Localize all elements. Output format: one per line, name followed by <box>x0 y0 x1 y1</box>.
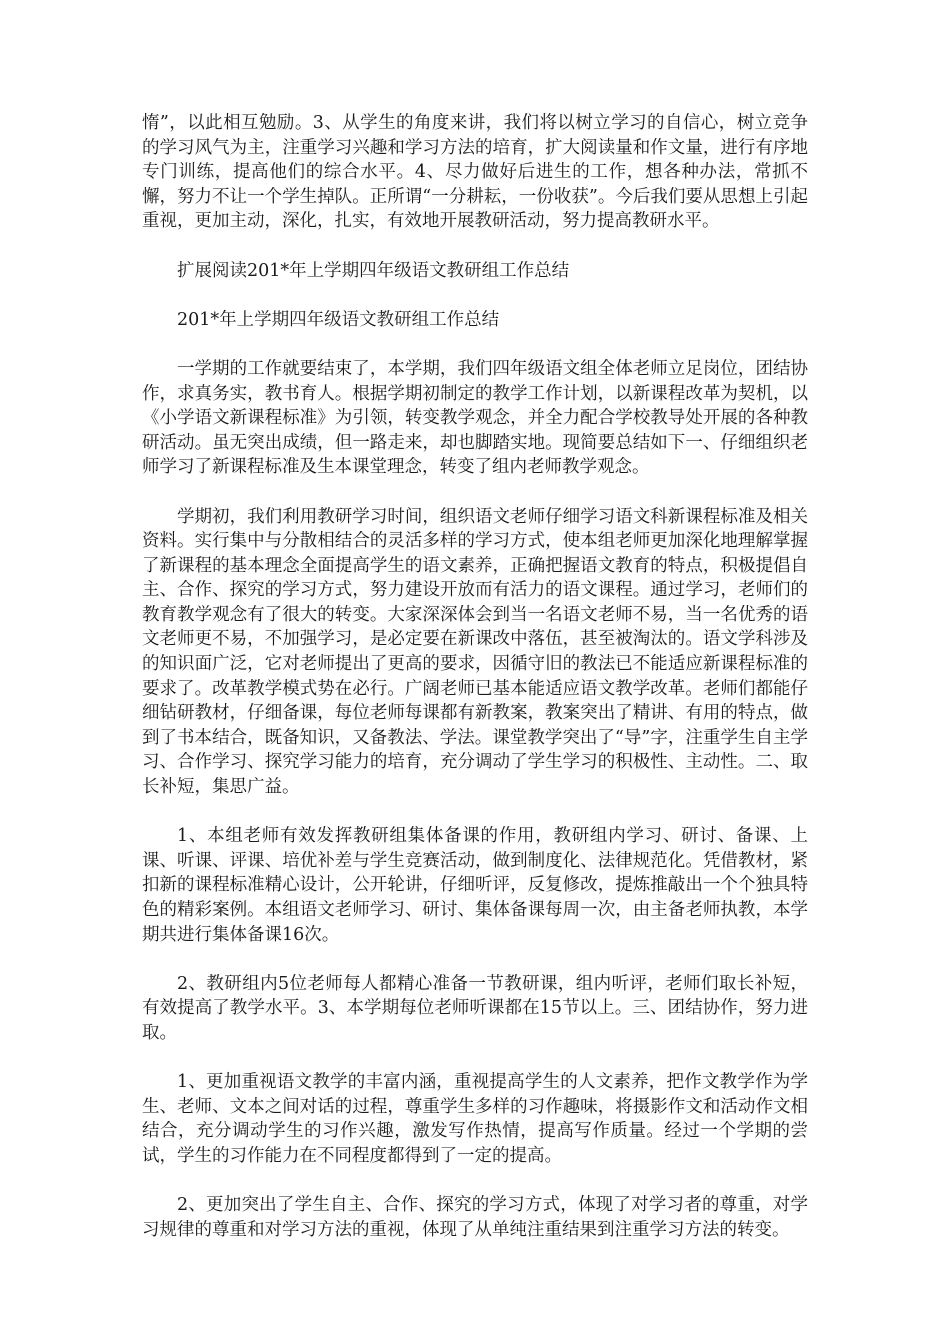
paragraph-continuation: 惰”，以此相互勉励。3、从学生的角度来讲，我们将以树立学习的自信心，树立竞争的学习风气为主，注重学习兴趣和学习方法的培育，扩大阅读量和作文量，进行有序地专门训练，提高他们的综合水平。4、尽力做好后进生的工作，想各种办法，常抓不懈，努力不让一个学生掉队。正所谓“一分耕耘，一份收获”。今后我们要从思想上引起重视，更加主动，深化，扎实，有效地开展教研活动，努力提高教研水平。 <box>142 113 808 232</box>
paragraph-extended-reading: 扩展阅读201*年上学期四年级语文教研组工作总结 <box>177 260 570 281</box>
document-title: 201*年上学期四年级语文教研组工作总结 <box>177 309 500 330</box>
paragraph-item-3: 1、更加重视语文教学的丰富内涵，重视提高学生的人文素养，把作文教学作为学生、老师、文本之间对话的过程，尊重学生多样的习作趣味，将摄影作文和活动作文相结合，充分调动学生的习作兴趣，激发写作热情，提高写作质量。经过一个学期的尝试，学生的习作能力在不同程度都得到了一定的提高。 <box>142 1072 808 1166</box>
paragraph-item-4: 2、更加突出了学生自主、合作、探究的学习方式，体现了对学习者的尊重，对学习规律的尊重和对学习方法的重视，体现了从单纯注重结果到注重学习方法的转变。 <box>142 1195 808 1240</box>
paragraph-item-1: 1、本组老师有效发挥教研组集体备课的作用，教研组内学习、研讨、备课、上课、听课、评课、培优补差与学生竞赛活动，做到制度化、法律规范化。凭借教材，紧扣新的课程标准精心设计，公开轮讲，仔细听评，反复修改，提炼推敲出一个个独具特色的精彩案例。本组语文老师学习、研讨、集体备课每周一次，由主备老师执教，本学期共进行集体备课16次。 <box>142 826 808 945</box>
paragraph-intro: 一学期的工作就要结束了，本学期，我们四年级语文组全体老师立足岗位，团结协作，求真务实，教书育人。根据学期初制定的教学工作计划，以新课程改革为契机，以《小学语文新课程标准》为引领，转变教学观念，并全力配合学校教导处开展的各种教研活动。虽无突出成绩，但一路走来，却也脚踏实地。现简要总结如下一、仔细组织老师学习了新课程标准及生本课堂理念，转变了组内老师教学观念。 <box>142 358 808 478</box>
paragraph-item-2: 2、教研组内5位老师每人都精心准备一节教研课，组内听评，老师们取长补短，有效提高了教学水平。3、本学期每位老师听课都在15节以上。三、团结协作，努力进取。 <box>142 973 808 1043</box>
paragraph-study: 学期初，我们利用教研学习时间，组织语文老师仔细学习语文科新课程标准及相关资料。实行集中与分散相结合的灵活多样的学习方式，使本组老师更加深化地理解掌握了新课程的基本理念全面提高学生的语文素养，正确把握语文教育的特点，积极提倡自主、合作、探究的学习方式，努力建设开放而有活力的语文课程。通过学习，老师们的教育教学观念有了很大的转变。大家深深体会到当一名语文老师不易，当一名优秀的语文老师更不易，不加强学习，是必定要在新课改中落伍，甚至被淘汰的。语文学科涉及的知识面广泛，它对老师提出了更高的要求，因循守旧的教法已不能适应新课程标准的要求了。改革教学模式势在必行。广阔老师已基本能适应语文教学改革。老师们都能仔细钻研教材，仔细备课，每位老师每课都有新教案，教案突出了精讲、有用的特点，做到了书本结合，既备知识，又备教法、学法。课堂教学突出了“导”字，注重学生自主学习、合作学习、探究学习能力的培育，充分调动了学生学习的积极性、主动性。二、取长补短，集思广益。 <box>142 506 808 798</box>
